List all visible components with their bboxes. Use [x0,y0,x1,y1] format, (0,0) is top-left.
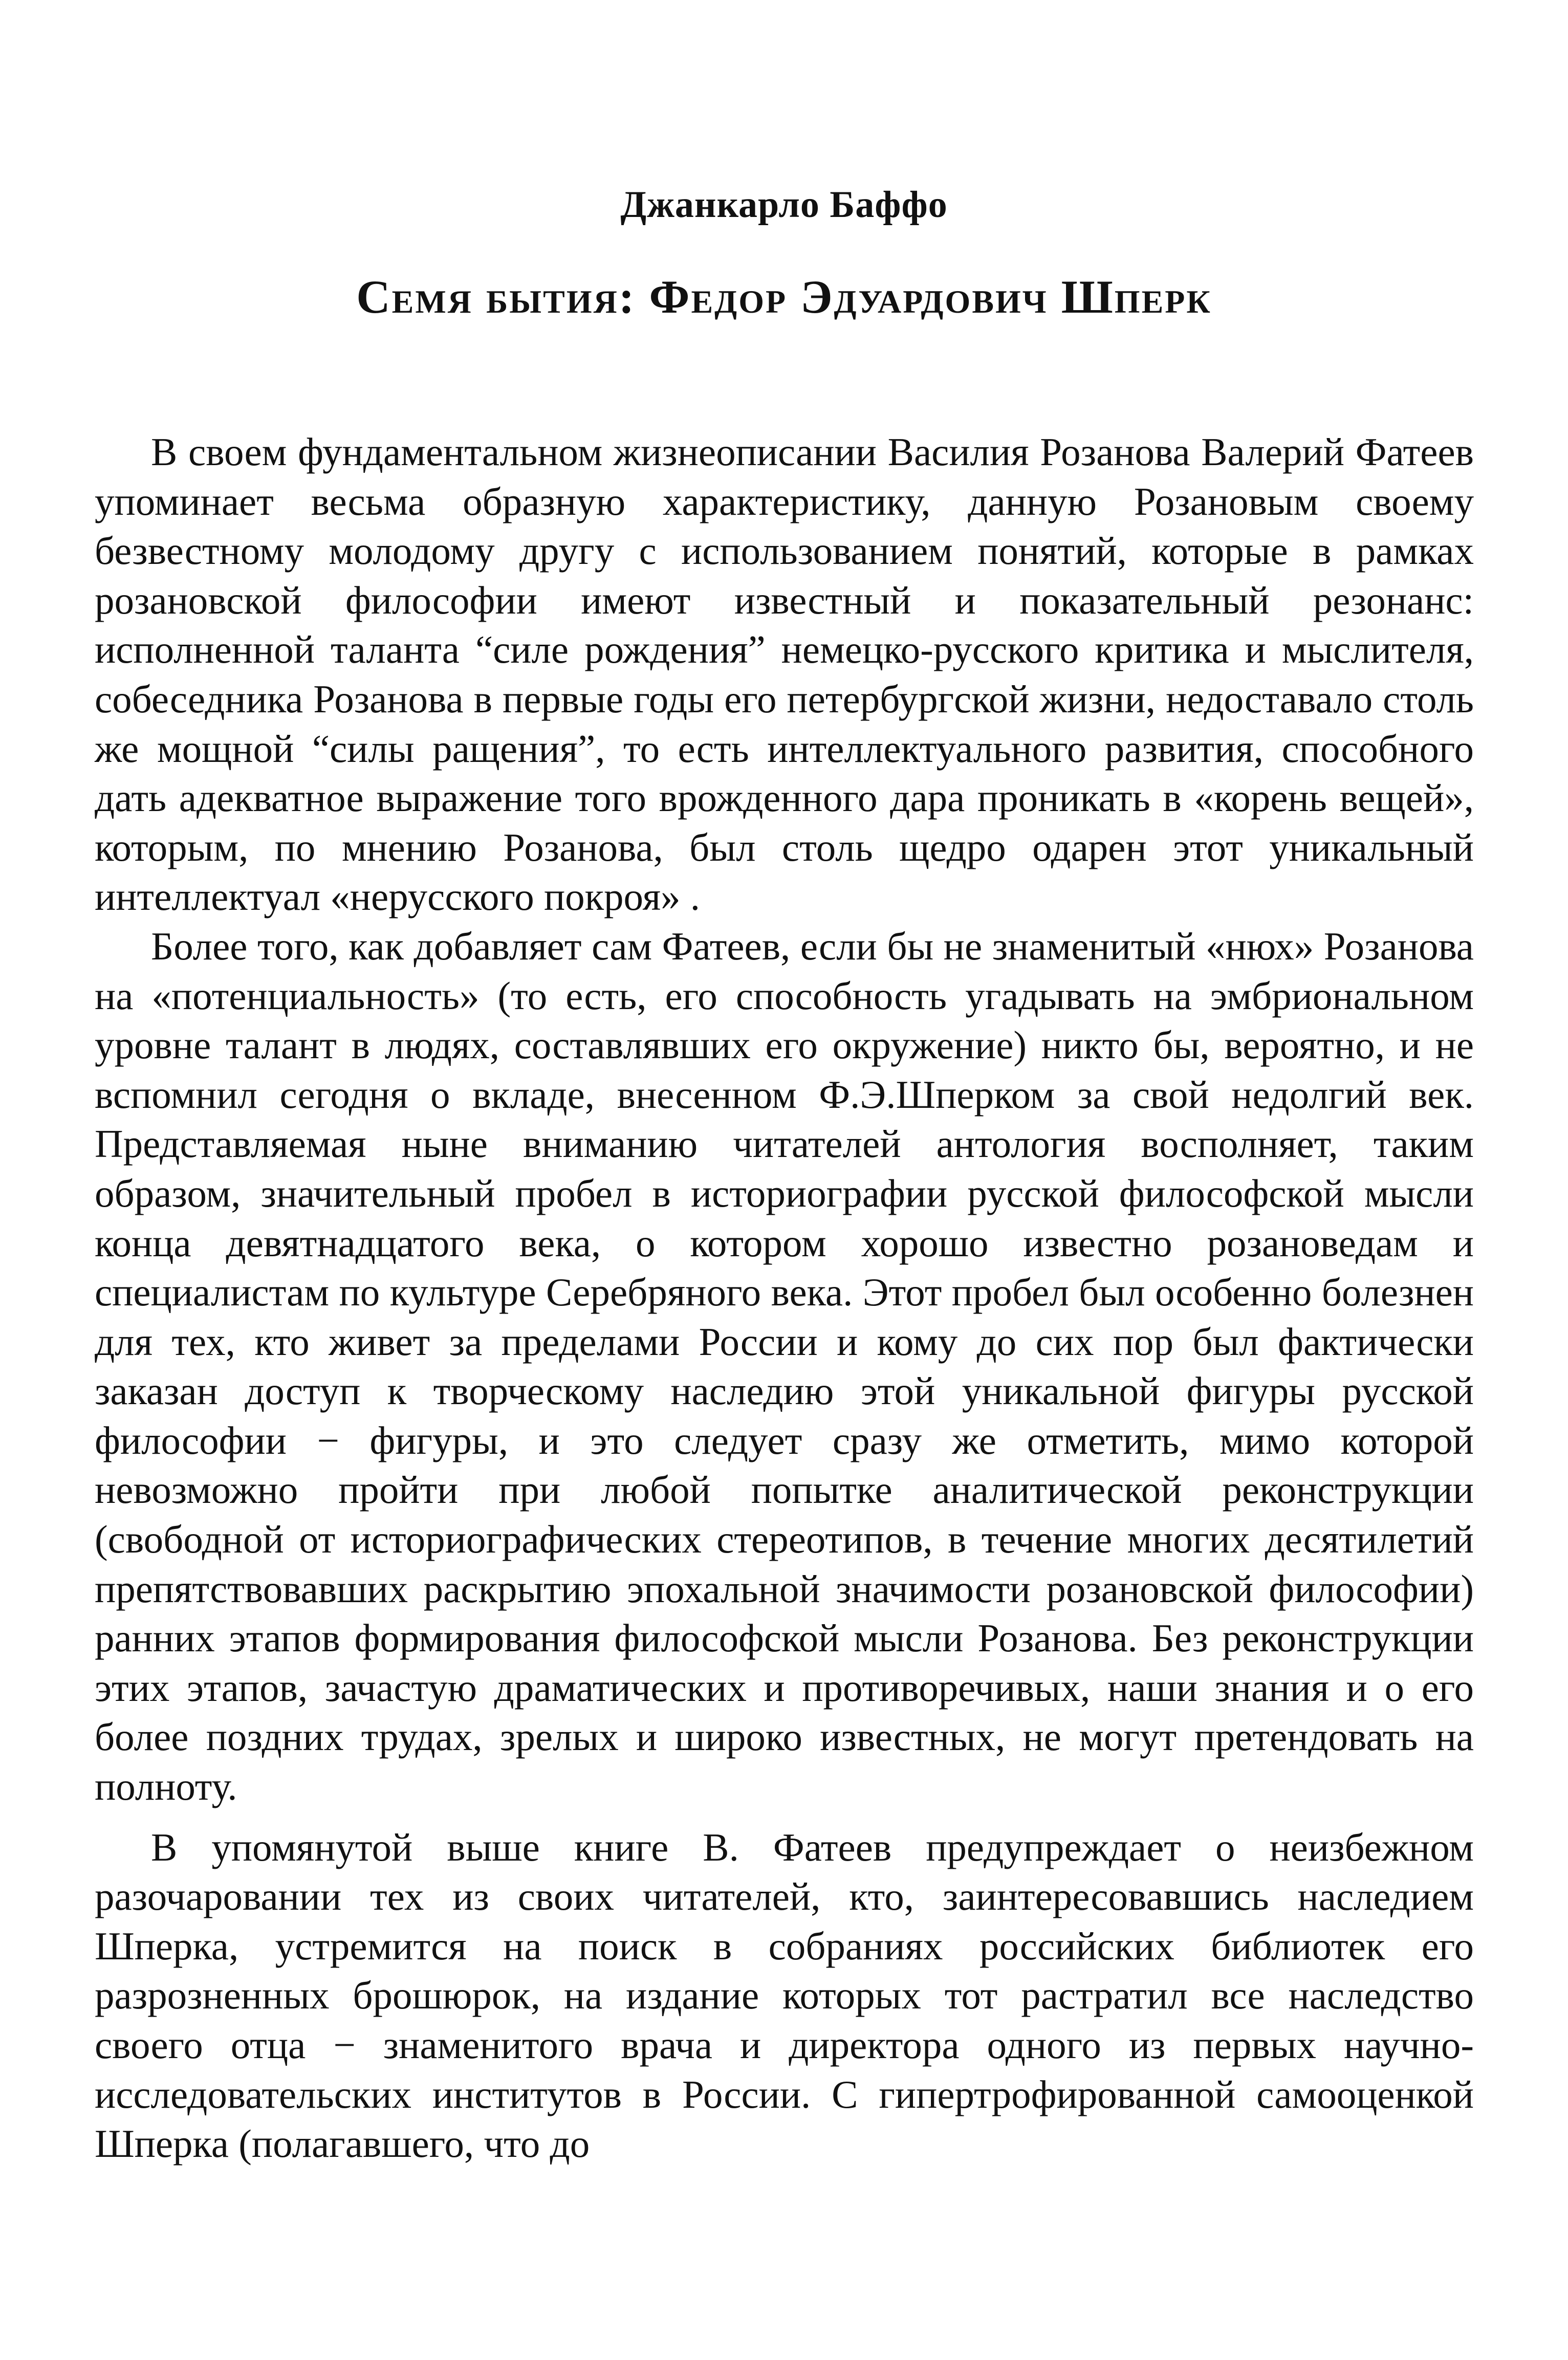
paragraph-3: В упомянутой выше книге В. Фатеев предупреждает о неизбежном разочаровании тех из своих читателей, кто, заинтересовавшись наследием Шперка, устремится на поиск в собраниях российских библиотек его разрозненных брошюрок, на издание которых тот растратил все наследство своего отца − знаменитого врача и директора одного из первых научно-исследовательских институтов в России. С гипертрофированной самооценкой Шперка (полагавшего, что до [95,1825,1474,2166]
article-title: Семя бытия: Федор Эдуардович Шперк [356,271,1212,323]
article-body [95,427,1474,2169]
author-name: Джанкарло Баффо [620,184,948,226]
paragraph-2: Более того, как добавляет сам Фатеев, если бы не знаменитый «нюх» Розанова на «потенциальность» (то есть, его способность угадывать на эмбриональном уровне талант в людях, составлявших его окружение) никто бы, вероятно, и не вспомнил сегодня о вкладе, внесенном Ф.Э.Шперком за свой недолгий век. Представляемая ныне вниманию читателей антология восполняет, таким образом, значительный пробел в историографии русской философской мысли конца девятнадцатого века, о котором хорошо известно розановедам и специалистам по культуре Серебряного века. Этот пробел был особенно болезнен для тех, кто живет за пределами России и кому до сих пор был фактически заказан доступ к творческому наследию этой уникальной фигуры русской философии − фигуры, и это следует сразу же отметить, мимо которой невозможно пройти при любой попытке аналитической реконструкции (свободной от историографических стереотипов, в течение многих десятилетий препятствовавших раскрытию эпохальной значимости розановской философии) ранних этапов формирования философской мысли Розанова. Без реконструкции этих этапов, зачастую драматических и противоречивых, наши знания и о его более поздних трудах, зрелых и широко известных, не могут претендовать на полноту. [95,924,1474,1809]
paragraph-1: В своем фундаментальном жизнеописании Василия Розанова Валерий Фатеев упоминает весьма образную характеристику, данную Розановым своему безвестному молодому другу с использованием понятий, которые в рамках розановской философии имеют известный и показательный резонанс: исполненной таланта “силе рождения” немецко-русского критика и мыслителя, собеседника Розанова в первые годы его петербургской жизни, недоставало столь же мощной “силы ращения”, то есть интеллектуального развития, способного дать адекватное выражение того врожденного дара проникать в «корень вещей», которым, по мнению Розанова, был столь щедро одарен этот уникальный интеллектуал «нерусского покроя» . [95,430,1474,919]
